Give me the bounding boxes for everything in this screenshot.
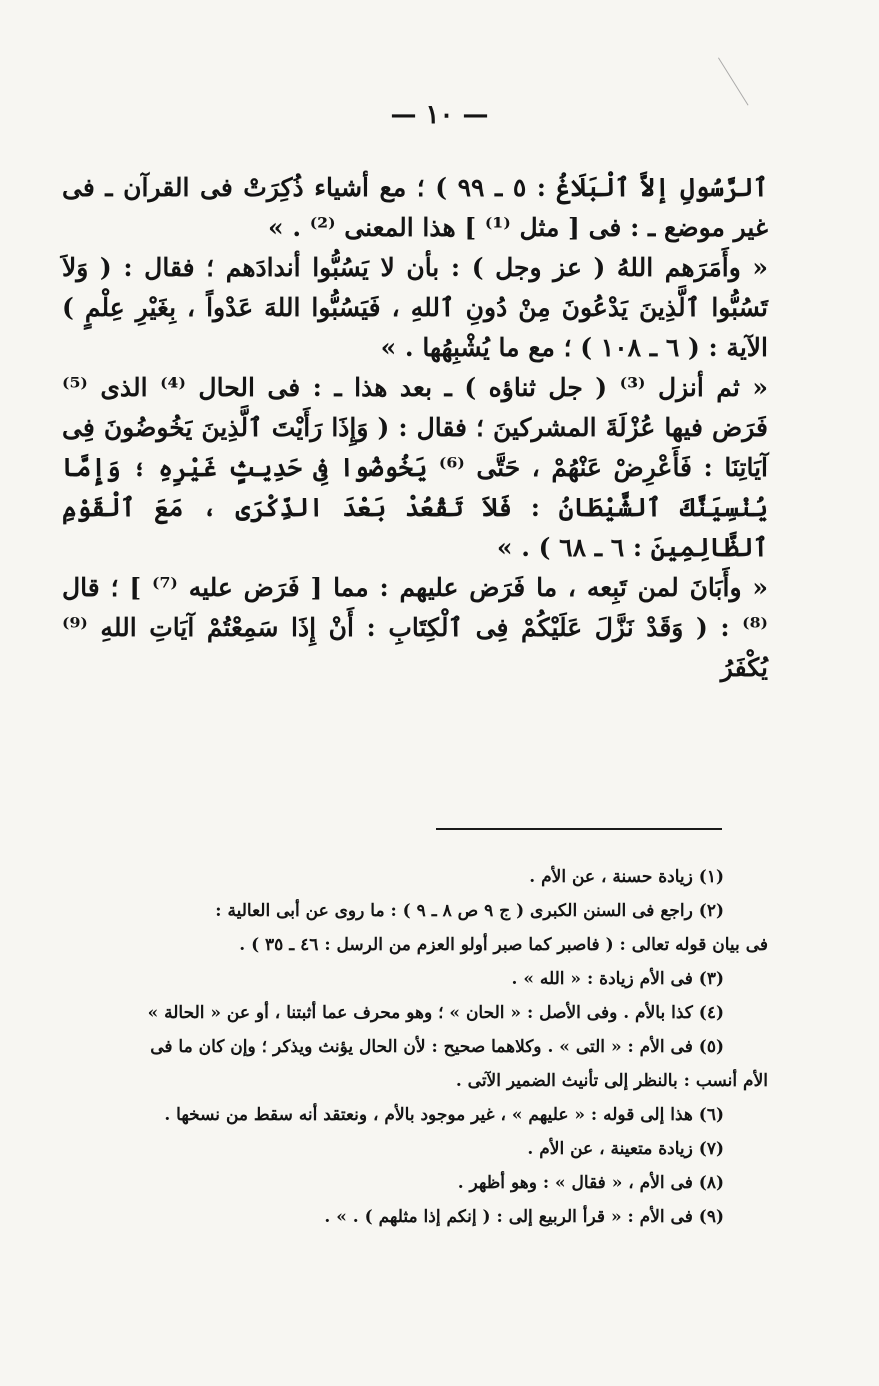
- footnote: [62, 1132, 768, 1166]
- paragraph: « وأَبَانَ لمن تَبِعه ، ما فَرَض عليهم : مما [ فَرَض عليه ⁽⁷⁾ ] ؛ قال ⁽⁸⁾ : ( وَقَدْ نَزَّلَ عَلَيْكُمْ فِى ٱلْكِتَابِ : أَنْ إِذَا سَمِعْتُمْ آيَاتِ اللهِ ⁽⁹⁾ يُكْفَرُ: [62, 573, 768, 682]
- footnote-continuation: [62, 1064, 768, 1098]
- footnote: [62, 996, 768, 1030]
- footnote-text: فى الأم : « قرأ الربيع إلى : ( إنكم إذا مثلهم ) . » .: [324, 1207, 693, 1227]
- paragraph: « ثم أنزل ⁽³⁾ ( جل ثناؤه ) ـ بعد هذا ـ : فى الحال ⁽⁴⁾ الذى ⁽⁵⁾ فَرَض فيها عُزْلَةَ المشركينَ ؛ فقال : ( وَإِذَا رَأَيْتَ ٱلَّذِينَ يَخُوضُونَ فِى آيَاتِنَا : فَأَعْرِضْ عَنْهُمْ ، حَتَّى ⁽⁶⁾ يَخُوضُوا فِى حَدِيثٍ غَيْرِهِ ؛ وَإِمَّا يُنْسِيَنَّكَ ٱلشَّيْطَانُ : فَلاَ تَقْعُدْ بَعْدَ الذِّكْرَى ، مَعَ ٱلْقَوْمِ ٱلظَّالِمِينَ : ٦ ـ ٦٨ ) . »: [62, 373, 768, 562]
- footnote-number: (٩): [698, 1207, 724, 1227]
- paragraph: « وأَمَرَهم اللهُ ( عز وجل ) : بأن لا يَسُبُّوا أندادَهم ؛ فقال : ( وَلاَ تَسُبُّوا ٱلَّذِينَ يَدْعُونَ مِنْ دُونِ ٱللهِ ، فَيَسُبُّوا اللهَ عَدْواً ، بِغَيْرِ عِلْمٍ ) الآية : ( ٦ ـ ١٠٨ ) ؛ مع ما يُشْبِهُها . »: [62, 253, 768, 362]
- footnote-text: زيادة حسنة ، عن الأم .: [529, 867, 693, 887]
- footnote-number: (٨): [698, 1173, 724, 1193]
- footnote-text: فى الأم ، « فقال » : وهو أظهر .: [457, 1173, 693, 1193]
- footnotes: [62, 860, 768, 1234]
- footnote: [62, 1030, 768, 1064]
- footnote-number: (٢): [698, 901, 724, 921]
- footnote-text: زيادة متعينة ، عن الأم .: [527, 1139, 693, 1159]
- footnote-number: (٣): [698, 969, 724, 989]
- page-number: — ١٠ —: [390, 100, 489, 130]
- footnote-continuation: [62, 928, 768, 962]
- footnote-number: (١): [698, 867, 724, 887]
- footnote-text: هذا إلى قوله : « عليهم » ، غير موجود بالأم ، ونعتقد أنه سقط من نسخها .: [164, 1105, 693, 1125]
- footnote: [62, 894, 768, 928]
- footnote: [62, 1098, 768, 1132]
- footnote-divider: [436, 828, 722, 830]
- footnote: [62, 1166, 768, 1200]
- footnote-text: فى الأم زيادة : « الله » .: [511, 969, 693, 989]
- footnote-text: فى الأم : « التى » . وكلاهما صحيح : لأن الحال يؤنث ويذكر ؛ وإن كان ما فى: [150, 1037, 693, 1057]
- main-text: [62, 168, 768, 688]
- footnote: [62, 1200, 768, 1234]
- footnote-number: (٥): [698, 1037, 724, 1057]
- footnote-text: فى بيان قوله تعالى : ( فاصبر كما صبر أولو العزم من الرسل : ٤٦ ـ ٣٥ ) .: [239, 935, 768, 955]
- paragraph: ٱلرَّسُولِ إلاَّ ٱلْبَلَاغُ : ٥ ـ ٩٩ ) ؛ مع أشياء ذُكِرَتْ فى القرآن ـ فى غير موضع ـ : فى [ مثل ⁽¹⁾ ] هذا المعنى ⁽²⁾ . »: [62, 173, 769, 242]
- footnote: [62, 860, 768, 894]
- footnote-number: (٧): [698, 1139, 724, 1159]
- footnote-number: (٦): [698, 1105, 724, 1125]
- footnote: [62, 962, 768, 996]
- pen-mark: [718, 57, 749, 105]
- footnote-text: كذا بالأم . وفى الأصل : « الحان » ؛ وهو محرف عما أثبتنا ، أو عن « الحالة »: [147, 1003, 693, 1023]
- footnote-text: الأم أنسب : بالنظر إلى تأنيث الضمير الآتى .: [455, 1071, 768, 1091]
- footnote-number: (٤): [698, 1003, 724, 1023]
- footnote-text: راجع فى السنن الكبرى ( ج ٩ ص ٨ ـ ٩ ) : ما روى عن أبى العالية :: [215, 901, 693, 921]
